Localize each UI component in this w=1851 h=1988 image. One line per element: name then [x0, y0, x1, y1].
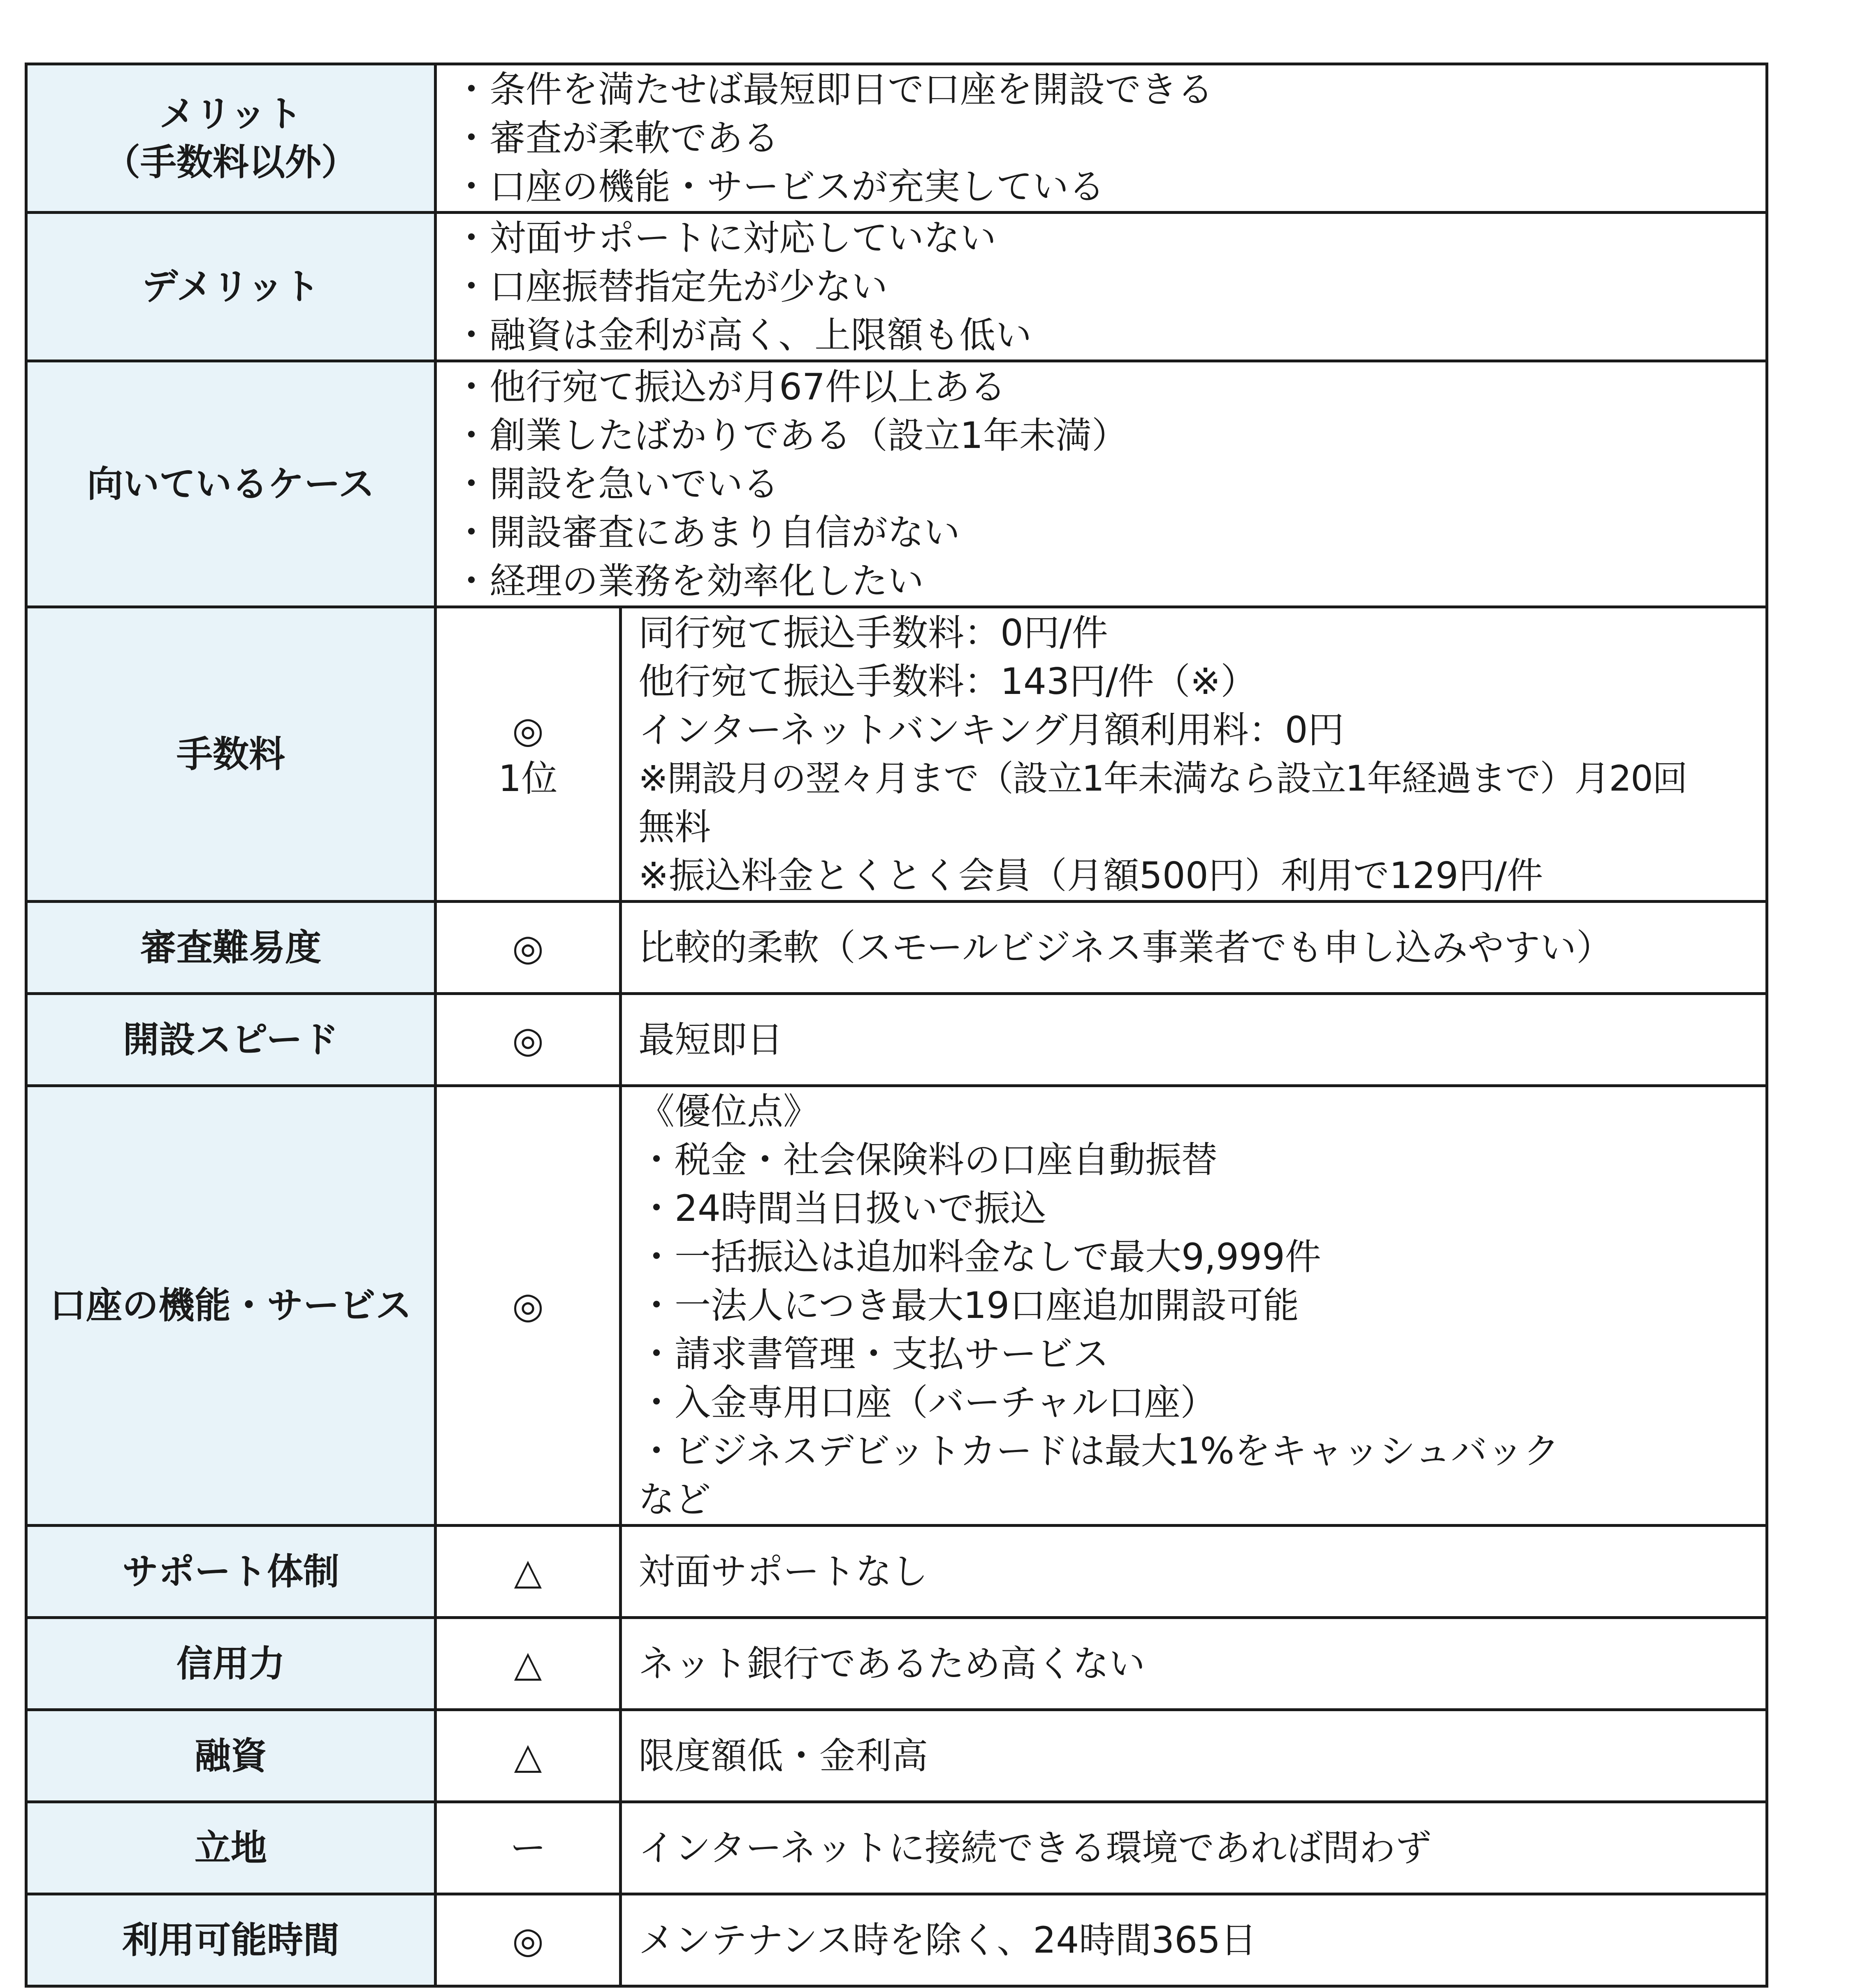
- row-rating-fees: [436, 607, 621, 902]
- row-rating-support: △: [436, 1526, 621, 1618]
- detail-line: ※開設月の翌々月まで（設立1年未満なら設立1年経過まで）月20回: [638, 758, 1687, 799]
- row-rating-available-hours: ◎: [436, 1894, 621, 1986]
- detail-line: ・24時間当日扱いで振込: [638, 1187, 1046, 1229]
- detail-line: 対面サポートなし: [638, 1550, 928, 1593]
- row-rating-financing: △: [436, 1710, 621, 1802]
- detail-line: 最短即日: [638, 1018, 784, 1061]
- row-label-merit: メリット （手数料以外）: [26, 64, 436, 213]
- detail-line: ・開設を急いでいる: [453, 462, 779, 505]
- row-detail-opening-speed: [621, 994, 1767, 1086]
- detail-line: ※振込料金とくとく会員（月額500円）利用で129円/件: [638, 854, 1543, 897]
- row-detail-merit: [436, 64, 1767, 213]
- detail-line: ・融資は金利が高く、上限額も低い: [453, 314, 1032, 356]
- detail-line: ・一括振込は追加料金なしで最大9,999件: [638, 1236, 1321, 1278]
- detail-line: ・入金専用口座（バーチャル口座）: [638, 1381, 1217, 1424]
- table-row: [26, 1526, 1767, 1618]
- row-label-available-hours: 利用可能時間: [26, 1894, 436, 1986]
- row-detail-account-features: [621, 1086, 1767, 1526]
- detail-line: 比較的柔軟（スモールビジネス事業者でも申し込みやすい）: [638, 926, 1613, 969]
- row-label-opening-speed: 開設スピード: [26, 994, 436, 1086]
- row-label-account-features: 口座の機能・サービス: [26, 1086, 436, 1526]
- rating-rank: 1位: [498, 757, 558, 800]
- row-label-credibility: 信用力: [26, 1618, 436, 1710]
- detail-line: ・対面サポートに対応していない: [453, 217, 997, 259]
- row-rating-account-features: ◎: [436, 1086, 621, 1526]
- row-label-support: サポート体制: [26, 1526, 436, 1618]
- detail-line: ・経理の業務を効率化したい: [453, 559, 924, 602]
- detail-line: 同行宛て振込手数料：0円/件: [638, 611, 1108, 654]
- row-rating-credibility: △: [436, 1618, 621, 1710]
- detail-line: ・他行宛て振込が月67件以上ある: [453, 365, 1006, 408]
- row-rating-location: ー: [436, 1802, 621, 1894]
- detail-line: ・税金・社会保険料の口座自動振替: [638, 1139, 1218, 1181]
- row-detail-location: [621, 1802, 1767, 1894]
- table-row: [26, 1894, 1767, 1986]
- table-row: [26, 213, 1767, 361]
- detail-line: ・ビジネスデビットカードは最大1%をキャッシュバック: [638, 1430, 1560, 1472]
- table-row: [26, 1086, 1767, 1526]
- detail-line: ・口座の機能・サービスが充実している: [453, 165, 1105, 208]
- detail-line: ・創業したばかりである（設立1年未満）: [453, 414, 1128, 457]
- detail-line: ネット銀行であるため高くない: [638, 1642, 1146, 1685]
- row-detail-suitable-cases: [436, 361, 1767, 607]
- table-row: [26, 1802, 1767, 1894]
- table-row: [26, 361, 1767, 607]
- row-label-location: 立地: [26, 1802, 436, 1894]
- row-detail-credibility: [621, 1618, 1767, 1710]
- row-label-screening-difficulty: 審査難易度: [26, 902, 436, 994]
- detail-line: など: [638, 1478, 711, 1521]
- detail-line: インターネットに接続できる環境であれば問わず: [638, 1826, 1432, 1869]
- row-rating-opening-speed: ◎: [436, 994, 621, 1086]
- detail-line: メンテナンス時を除く、24時間365日: [638, 1918, 1257, 1961]
- detail-line: 無料: [638, 805, 711, 848]
- detail-line: ・一法人につき最大19口座追加開設可能: [638, 1284, 1299, 1327]
- row-detail-fees: [621, 607, 1767, 902]
- row-detail-available-hours: [621, 1894, 1767, 1986]
- row-detail-support: [621, 1526, 1767, 1618]
- detail-line: ・請求書管理・支払サービス: [638, 1333, 1109, 1375]
- detail-line: ・開設審査にあまり自信がない: [453, 511, 960, 554]
- detail-line: ・審査が柔軟である: [453, 117, 779, 159]
- row-label-financing: 融資: [26, 1710, 436, 1802]
- comparison-table: [25, 63, 1768, 1988]
- detail-line: インターネットバンキング月額利用料：0円: [638, 708, 1344, 751]
- detail-line: ・口座振替指定先が少ない: [453, 265, 888, 308]
- row-label-demerit: デメリット: [26, 213, 436, 361]
- rating-mark: ◎: [512, 708, 544, 751]
- table-row: [26, 64, 1767, 213]
- row-detail-demerit: [436, 213, 1767, 361]
- detail-line: ・条件を満たせば最短即日で口座を開設できる: [453, 68, 1214, 111]
- row-label-fees: 手数料: [26, 607, 436, 902]
- row-detail-screening-difficulty: [621, 902, 1767, 994]
- table-row: [26, 994, 1767, 1086]
- detail-line: 限度額低・金利高: [638, 1734, 928, 1777]
- table-row: [26, 902, 1767, 994]
- table-row: [26, 1710, 1767, 1802]
- row-detail-financing: [621, 1710, 1767, 1802]
- row-label-suitable-cases: 向いているケース: [26, 361, 436, 607]
- row-rating-screening-difficulty: ◎: [436, 902, 621, 994]
- detail-line: 《優位点》: [638, 1090, 820, 1132]
- table-row: [26, 1618, 1767, 1710]
- table-row: [26, 607, 1767, 902]
- detail-line: 他行宛て振込手数料：143円/件（※）: [638, 660, 1257, 703]
